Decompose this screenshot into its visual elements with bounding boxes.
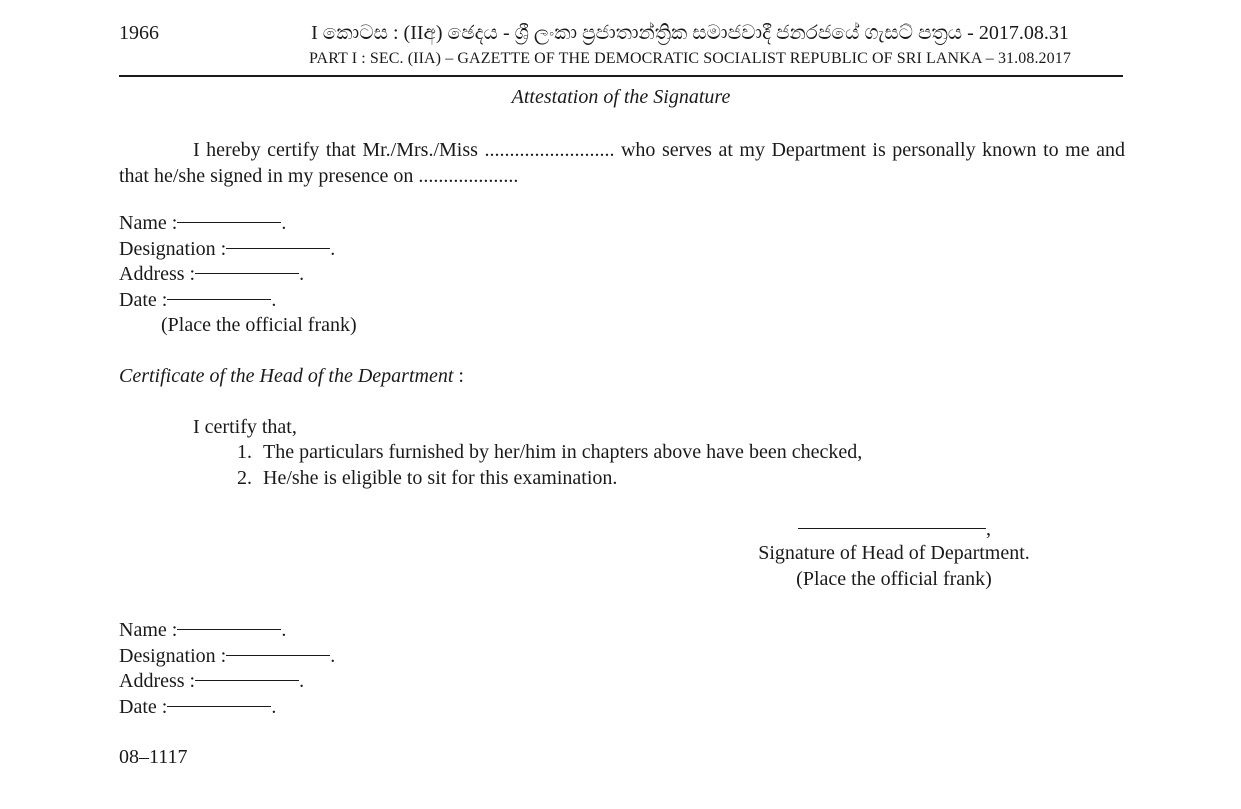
- field-label: Name :: [119, 212, 178, 234]
- blank-line: [798, 528, 986, 529]
- field-end: .: [281, 619, 287, 641]
- attestation-date-field: [119, 289, 276, 312]
- blank-line: [195, 273, 299, 274]
- blank-line: [226, 248, 330, 249]
- header-english-line: PART I : SEC. (IIA) – GAZETTE OF THE DEMOCRATIC SOCIALIST REPUBLIC OF SRI LANKA – 31.08.2017: [309, 50, 1071, 67]
- list-number: 1.: [237, 441, 252, 463]
- signature-line: [798, 518, 991, 541]
- field-end: .: [330, 645, 336, 667]
- list-text: The particulars furnished by her/him in chapters above have been checked,: [263, 441, 863, 463]
- field-label: Date :: [119, 696, 168, 718]
- blank-line: [177, 629, 281, 630]
- field-label: Name :: [119, 619, 178, 641]
- head-date-field: [119, 696, 276, 719]
- blank-line: [226, 655, 330, 656]
- blank-line: [167, 299, 271, 300]
- header-divider: [119, 75, 1123, 77]
- signature-caption: Signature of Head of Department.: [758, 542, 1030, 564]
- list-text: He/she is eligible to sit for this examination.: [263, 467, 618, 489]
- head-designation-field: [119, 645, 335, 668]
- attestation-name-field: [119, 212, 286, 235]
- field-label: Address :: [119, 263, 196, 285]
- head-certificate-heading: [119, 365, 464, 388]
- heading-text: Certificate of the Head of the Department: [119, 365, 454, 387]
- head-address-field: [119, 670, 304, 693]
- blank-line: [177, 222, 281, 223]
- attestation-designation-field: [119, 238, 335, 261]
- attestation-title: Attestation of the Signature: [511, 86, 731, 108]
- blank-line: [167, 706, 271, 707]
- list-item: [237, 441, 862, 464]
- field-end: .: [299, 670, 305, 692]
- blank-line: [195, 680, 299, 681]
- field-label: Date :: [119, 289, 168, 311]
- field-label: Address :: [119, 670, 196, 692]
- field-end: .: [299, 263, 305, 285]
- field-end: .: [271, 696, 277, 718]
- attestation-address-field: [119, 263, 304, 286]
- heading-suffix: :: [453, 365, 464, 387]
- signature-frank-note: (Place the official frank): [796, 568, 992, 590]
- head-name-field: [119, 619, 286, 642]
- certification-paragraph: I hereby certify that Mr./Mrs./Miss .......................... who serves at my Department is personally known to me and that he/she signed in my presence on ....................: [119, 139, 1125, 187]
- list-number: 2.: [237, 467, 252, 489]
- field-end: .: [271, 289, 277, 311]
- list-item: [237, 467, 617, 490]
- page-number: 1966: [119, 22, 159, 44]
- field-end: .: [281, 212, 287, 234]
- field-end: .: [330, 238, 336, 260]
- field-label: Designation :: [119, 645, 227, 667]
- field-label: Designation :: [119, 238, 227, 260]
- certify-intro: I certify that,: [193, 416, 297, 438]
- official-frank-note: (Place the official frank): [161, 314, 357, 336]
- header-sinhala-line: I කොටස : (IIඅ) ඡෙදය - ශ්‍රී ලංකා ප්‍රජාතාන්ත්‍රික සමාජවාදී ජනරජයේ ගැසට් පත්‍රය - 2017.08.31: [311, 22, 1069, 44]
- footer-code: 08–1117: [119, 746, 188, 768]
- signature-end: ,: [986, 518, 991, 540]
